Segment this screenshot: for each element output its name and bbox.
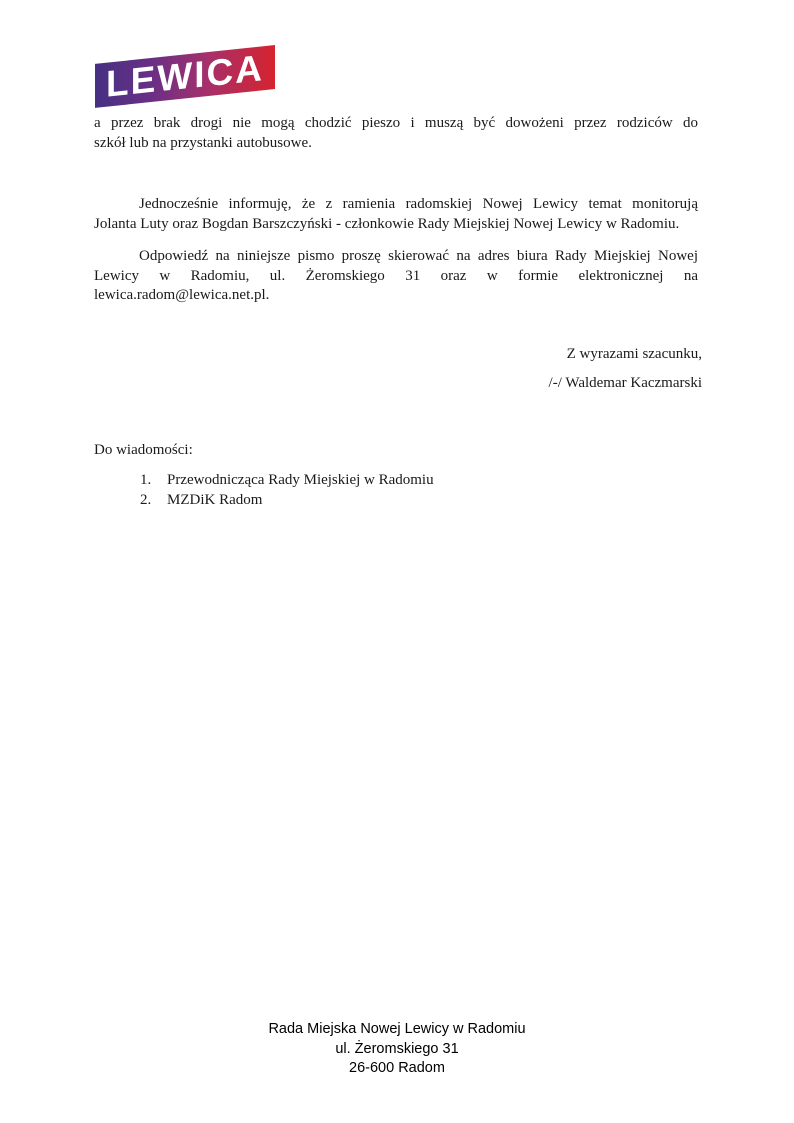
body-paragraph-2 [94, 195, 698, 234]
text-line: Jolanta Luty oraz Bogdan Barszczyński - członkowie Rady Miejskiej Nowej Lewicy w Radomiu. [94, 215, 680, 232]
lewica-logo-text: LEWICA [106, 46, 264, 105]
footer-org-name: Rada Miejska Nowej Lewicy w Radomiu [268, 1021, 526, 1037]
footer-street: ul. Żeromskiego 31 [335, 1040, 459, 1057]
cc-list [94, 471, 698, 510]
body-paragraph-1 [94, 114, 698, 153]
signature-line: /-/ Waldemar Kaczmarski [548, 374, 702, 391]
list-item [94, 491, 698, 511]
text-line: Odpowiedź na niniejsze pismo proszę skierować na adres biura Rady Miejskiej Nowej [139, 248, 698, 264]
letter-footer [0, 1020, 794, 1079]
text-line: Lewicy w Radomiu, ul. Żeromskiego 31 oraz w formie elektronicznej na [94, 267, 698, 284]
text-line: Jednocześnie informuję, że z ramienia radomskiej Nowej Lewicy temat monitorują [139, 196, 698, 212]
text-line: szkół lub na przystanki autobusowe. [94, 134, 312, 151]
list-item-number: 2. [140, 491, 152, 508]
body-paragraph-3 [94, 247, 698, 306]
email-address: lewica.radom@lewica.net.pl. [94, 287, 270, 303]
lewica-logo [95, 45, 275, 108]
footer-city: 26-600 Radom [349, 1060, 445, 1076]
closing-salutation: Z wyrazami szacunku, [566, 346, 702, 362]
list-item-text: Przewodnicząca Rady Miejskiej w Radomiu [167, 472, 434, 488]
closing-block [94, 345, 702, 393]
list-item-number: 1. [140, 472, 152, 488]
cc-heading: Do wiadomości: [94, 442, 193, 458]
text-line: a przez brak drogi nie mogą chodzić pieszo i muszą być dowożeni przez rodziców do [94, 115, 698, 131]
list-item-text: MZDiK Radom [167, 491, 263, 508]
list-item [94, 471, 698, 491]
